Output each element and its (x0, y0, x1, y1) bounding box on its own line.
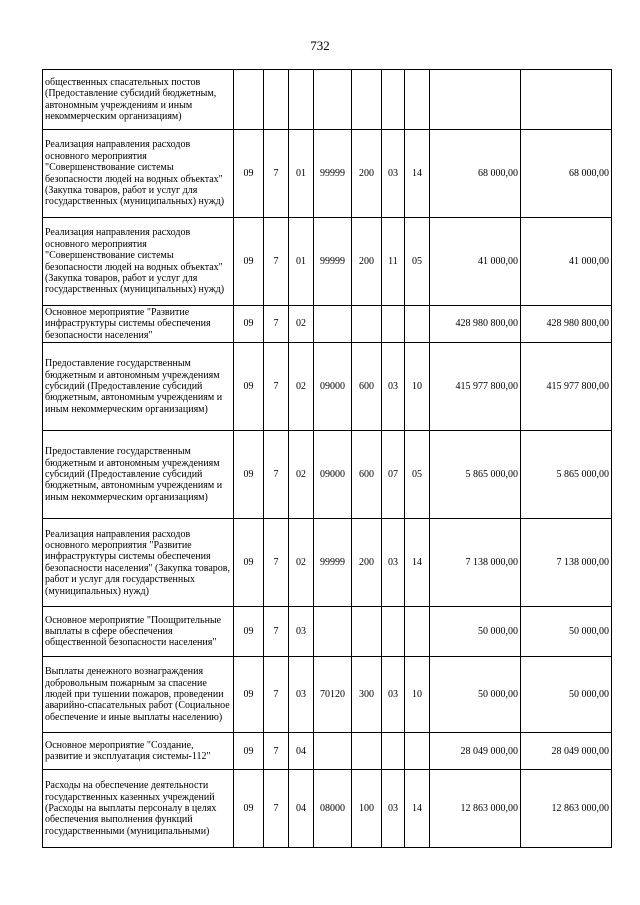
table-row (43, 306, 612, 343)
table-row (43, 218, 612, 306)
code-subsection: 10 (405, 343, 430, 431)
amount-2: 50 000,00 (521, 657, 612, 733)
row-name: Предоставление государственным бюджетным и автономным учреждениям субсидий (Предоставление субсидий бюджетным, автономным учреждениям и иным некоммерческим организациям) (43, 343, 234, 431)
code-subprogram: 7 (264, 431, 289, 519)
code-subprogram: 7 (264, 519, 289, 607)
code-subprogram: 7 (264, 657, 289, 733)
code-expense-type: 100 (352, 770, 382, 848)
code-program: 09 (234, 218, 264, 306)
amount-2: 7 138 000,00 (521, 519, 612, 607)
code-subsection: 05 (405, 431, 430, 519)
code-program: 09 (234, 431, 264, 519)
code-event: 01 (289, 130, 314, 218)
code-subsection (405, 733, 430, 770)
code-event: 04 (289, 733, 314, 770)
table-row (43, 519, 612, 607)
code-event: 02 (289, 343, 314, 431)
code-event: 02 (289, 306, 314, 343)
code-direction (314, 607, 352, 657)
row-name: Выплаты денежного вознаграждения добровольным пожарным за спасение людей при тушении пожаров, проведении аварийно-спасательных работ (Социальное обеспечение и иные выплаты населению) (43, 657, 234, 733)
table-row (43, 770, 612, 848)
code-section (382, 306, 405, 343)
code-subprogram: 7 (264, 733, 289, 770)
amount-1: 5 865 000,00 (430, 431, 521, 519)
code-program: 09 (234, 343, 264, 431)
code-expense-type (352, 70, 382, 130)
code-section (382, 70, 405, 130)
code-subprogram: 7 (264, 343, 289, 431)
table-row (43, 431, 612, 519)
code-section: 03 (382, 519, 405, 607)
amount-1: 428 980 800,00 (430, 306, 521, 343)
row-name: Основное мероприятие "Развитие инфраструктуры системы обеспечения безопасности населения" (43, 306, 234, 343)
amount-1: 50 000,00 (430, 607, 521, 657)
code-section: 03 (382, 343, 405, 431)
code-subprogram: 7 (264, 770, 289, 848)
code-direction: 09000 (314, 431, 352, 519)
code-event: 02 (289, 519, 314, 607)
code-section: 03 (382, 657, 405, 733)
amount-2: 5 865 000,00 (521, 431, 612, 519)
code-program: 09 (234, 519, 264, 607)
amount-1: 12 863 000,00 (430, 770, 521, 848)
code-subsection: 05 (405, 218, 430, 306)
code-program: 09 (234, 657, 264, 733)
code-section (382, 607, 405, 657)
code-program: 09 (234, 733, 264, 770)
code-subsection: 10 (405, 657, 430, 733)
amount-2: 428 980 800,00 (521, 306, 612, 343)
code-direction: 99999 (314, 218, 352, 306)
code-subsection: 14 (405, 519, 430, 607)
amount-1: 41 000,00 (430, 218, 521, 306)
code-subsection: 14 (405, 130, 430, 218)
code-subprogram: 7 (264, 218, 289, 306)
code-event: 03 (289, 657, 314, 733)
amount-2: 50 000,00 (521, 607, 612, 657)
code-direction: 70120 (314, 657, 352, 733)
amount-1: 50 000,00 (430, 657, 521, 733)
code-event (289, 70, 314, 130)
code-direction (314, 306, 352, 343)
amount-1: 7 138 000,00 (430, 519, 521, 607)
row-name: Основное мероприятие "Поощрительные выплаты в сфере обеспечения общественной безопасности населения" (43, 607, 234, 657)
table-row (43, 733, 612, 770)
code-section: 03 (382, 770, 405, 848)
code-program: 09 (234, 130, 264, 218)
code-event: 01 (289, 218, 314, 306)
code-expense-type (352, 733, 382, 770)
table-row (43, 130, 612, 218)
amount-1 (430, 70, 521, 130)
code-direction: 99999 (314, 519, 352, 607)
code-direction: 09000 (314, 343, 352, 431)
code-program: 09 (234, 607, 264, 657)
code-subprogram: 7 (264, 306, 289, 343)
row-name: Основное мероприятие "Создание, развитие и эксплуатация системы-112" (43, 733, 234, 770)
row-name: Расходы на обеспечение деятельности государственных казенных учреждений (Расходы на выплаты персоналу в целях обеспечения выполнения функций государственными (муниципальными) (43, 770, 234, 848)
code-subsection: 14 (405, 770, 430, 848)
code-direction: 99999 (314, 130, 352, 218)
code-subsection (405, 70, 430, 130)
amount-2: 12 863 000,00 (521, 770, 612, 848)
code-expense-type (352, 306, 382, 343)
code-direction (314, 70, 352, 130)
code-expense-type: 200 (352, 218, 382, 306)
code-subsection (405, 306, 430, 343)
row-name: общественных спасательных постов (Предоставление субсидий бюджетным, автономным учреждениям и иным некоммерческим организациям) (43, 70, 234, 130)
row-name: Реализация направления расходов основного мероприятия "Развитие инфраструктуры системы обеспечения безопасности населения" (Закупка товаров, работ и услуг для государственных (муниципальных) нужд) (43, 519, 234, 607)
code-expense-type: 300 (352, 657, 382, 733)
amount-2: 68 000,00 (521, 130, 612, 218)
code-program: 09 (234, 770, 264, 848)
code-direction: 08000 (314, 770, 352, 848)
row-name: Предоставление государственным бюджетным и автономным учреждениям субсидий (Предоставление субсидий бюджетным, автономным учреждениям и иным некоммерческим организациям) (43, 431, 234, 519)
code-section (382, 733, 405, 770)
amount-1: 415 977 800,00 (430, 343, 521, 431)
amount-2: 415 977 800,00 (521, 343, 612, 431)
code-section: 03 (382, 130, 405, 218)
code-event: 03 (289, 607, 314, 657)
code-program: 09 (234, 306, 264, 343)
code-expense-type (352, 607, 382, 657)
code-section: 11 (382, 218, 405, 306)
code-event: 02 (289, 431, 314, 519)
amount-2: 41 000,00 (521, 218, 612, 306)
table-row (43, 607, 612, 657)
code-subprogram: 7 (264, 130, 289, 218)
amount-1: 28 049 000,00 (430, 733, 521, 770)
code-program (234, 70, 264, 130)
budget-table (42, 69, 612, 848)
code-expense-type: 600 (352, 343, 382, 431)
table-row (43, 657, 612, 733)
code-subprogram: 7 (264, 607, 289, 657)
amount-2 (521, 70, 612, 130)
code-subsection (405, 607, 430, 657)
amount-2: 28 049 000,00 (521, 733, 612, 770)
code-subprogram (264, 70, 289, 130)
table-body (43, 70, 612, 848)
table-row (43, 343, 612, 431)
amount-1: 68 000,00 (430, 130, 521, 218)
code-event: 04 (289, 770, 314, 848)
code-expense-type: 200 (352, 130, 382, 218)
code-direction (314, 733, 352, 770)
row-name: Реализация направления расходов основного мероприятия "Совершенствование системы безопасности людей на водных объектах" (Закупка товаров, работ и услуг для государственных (муниципальных) нужд) (43, 218, 234, 306)
table-row (43, 70, 612, 130)
code-expense-type: 600 (352, 431, 382, 519)
code-section: 07 (382, 431, 405, 519)
code-expense-type: 200 (352, 519, 382, 607)
page-number: 732 (310, 38, 330, 53)
row-name: Реализация направления расходов основного мероприятия "Совершенствование системы безопасности людей на водных объектах" (Закупка товаров, работ и услуг для государственных (муниципальных) нужд) (43, 130, 234, 218)
